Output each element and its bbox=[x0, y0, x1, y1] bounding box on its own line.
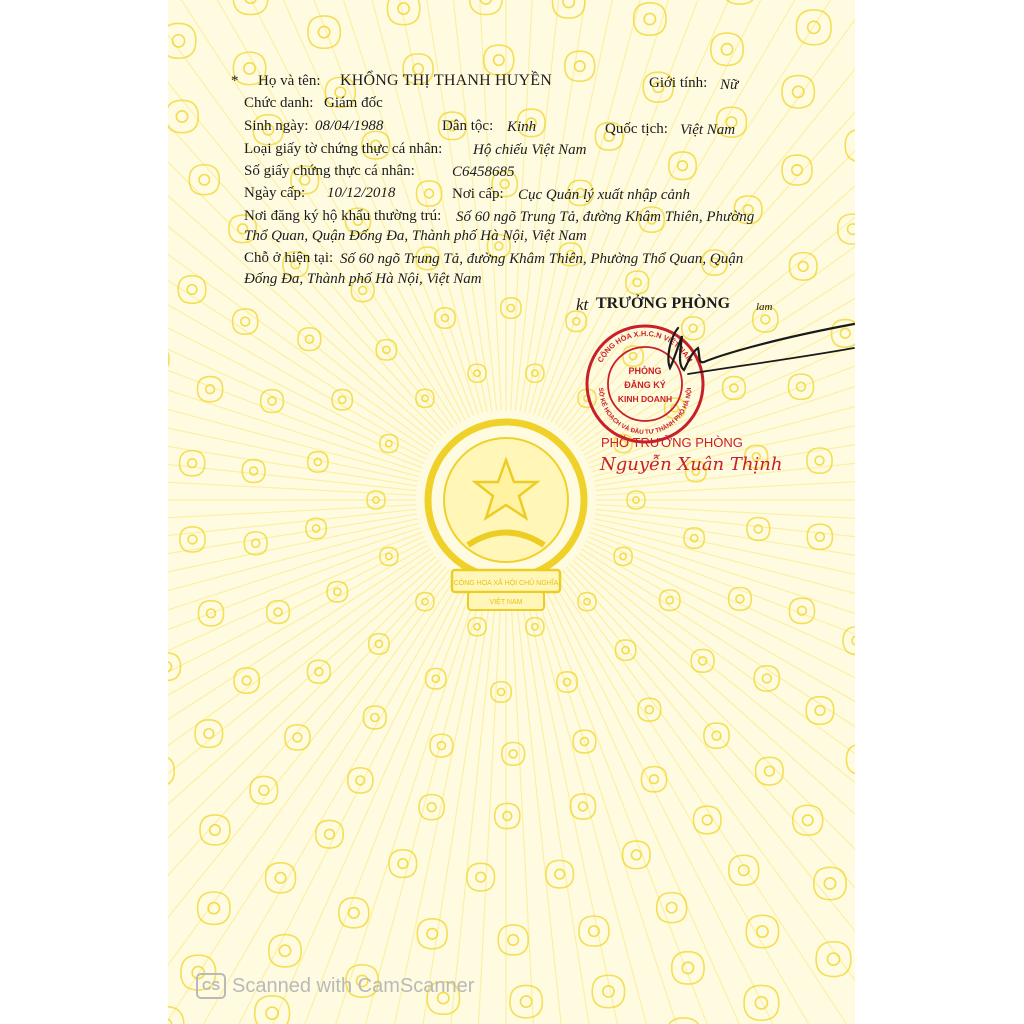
name-label: Họ và tên: bbox=[258, 73, 321, 89]
signature-heading: TRƯỞNG PHÒNG bbox=[596, 295, 731, 312]
permanent-value-line1: Số 60 ngõ Trung Tả, đường Khâm Thiên, Phường bbox=[456, 209, 755, 225]
emblem-text-1: CỘNG HÒA XÃ HỘI CHỦ NGHĨA bbox=[453, 580, 559, 587]
current-label: Chỗ ở hiện tại: bbox=[244, 250, 334, 266]
nationality-label: Quốc tịch: bbox=[605, 121, 668, 137]
business-registration-page bbox=[168, 0, 855, 1024]
issue-place-value: Cục Quản lý xuất nhập cảnh bbox=[518, 187, 691, 203]
seal-center-1: PHÒNG bbox=[628, 366, 662, 376]
dob-value: 08/04/1988 bbox=[315, 118, 384, 134]
issue-place-label: Nơi cấp: bbox=[452, 186, 504, 202]
id-type-value: Hộ chiếu Việt Nam bbox=[473, 142, 587, 158]
gender-label: Giới tính: bbox=[649, 75, 708, 91]
ethnicity-label: Dân tộc: bbox=[442, 118, 494, 134]
current-value-line2: Đống Đa, Thành phố Hà Nội, Việt Nam bbox=[244, 271, 482, 287]
permanent-value-line2: Thổ Quan, Quận Đống Đa, Thành phố Hà Nội, Việt Nam bbox=[244, 228, 587, 244]
scan-margin-left bbox=[0, 0, 168, 1024]
id-number-value: C6458685 bbox=[452, 164, 515, 180]
issue-date-value: 10/12/2018 bbox=[327, 185, 396, 201]
camscanner-watermark bbox=[196, 973, 474, 999]
seal-ring-top: CỘNG HÒA X.H.C.N VIỆT NAM bbox=[595, 328, 695, 364]
camscanner-icon: CS bbox=[196, 973, 226, 999]
handwritten-signature bbox=[648, 318, 855, 388]
name-value: KHỔNG THỊ THANH HUYỀN bbox=[340, 72, 553, 89]
national-emblem bbox=[428, 422, 584, 610]
signing-suffix: lam bbox=[756, 301, 773, 313]
gender-value: Nữ bbox=[720, 77, 739, 93]
scan-margin-right bbox=[855, 0, 1024, 1024]
issue-date-label: Ngày cấp: bbox=[244, 185, 306, 201]
title-label: Chức danh: bbox=[244, 95, 314, 111]
seal-center-2: ĐĂNG KÝ bbox=[624, 380, 666, 390]
current-value-line1: Số 60 ngõ Trung Tả, đường Khâm Thiên, Phường Thổ Quan, Quận bbox=[340, 251, 744, 267]
bullet-star: * bbox=[231, 73, 239, 89]
emblem-text-2: VIỆT NAM bbox=[489, 599, 523, 606]
signing-prefix: kt bbox=[576, 295, 589, 314]
deputy-title: PHÓ TRƯỞNG PHÒNG bbox=[601, 435, 743, 450]
dob-label: Sinh ngày: bbox=[244, 118, 309, 134]
nationality-value: Việt Nam bbox=[680, 122, 736, 138]
id-number-label: Số giấy chứng thực cá nhân: bbox=[244, 163, 415, 179]
title-value: Giám đốc bbox=[324, 95, 383, 111]
camscanner-text: Scanned with CamScanner bbox=[232, 974, 475, 997]
seal-center-3: KINH DOANH bbox=[617, 394, 673, 404]
permanent-label: Nơi đăng ký hộ khẩu thường trú: bbox=[244, 208, 442, 224]
seal-ring-bottom: SỞ KẾ HOẠCH VÀ ĐẦU TƯ THÀNH PHỐ HÀ NỘI bbox=[596, 387, 694, 437]
ethnicity-value: Kinh bbox=[507, 119, 537, 135]
id-type-label: Loại giấy tờ chứng thực cá nhân: bbox=[244, 141, 443, 157]
signer-name: Nguyễn Xuân Thịnh bbox=[600, 454, 783, 475]
